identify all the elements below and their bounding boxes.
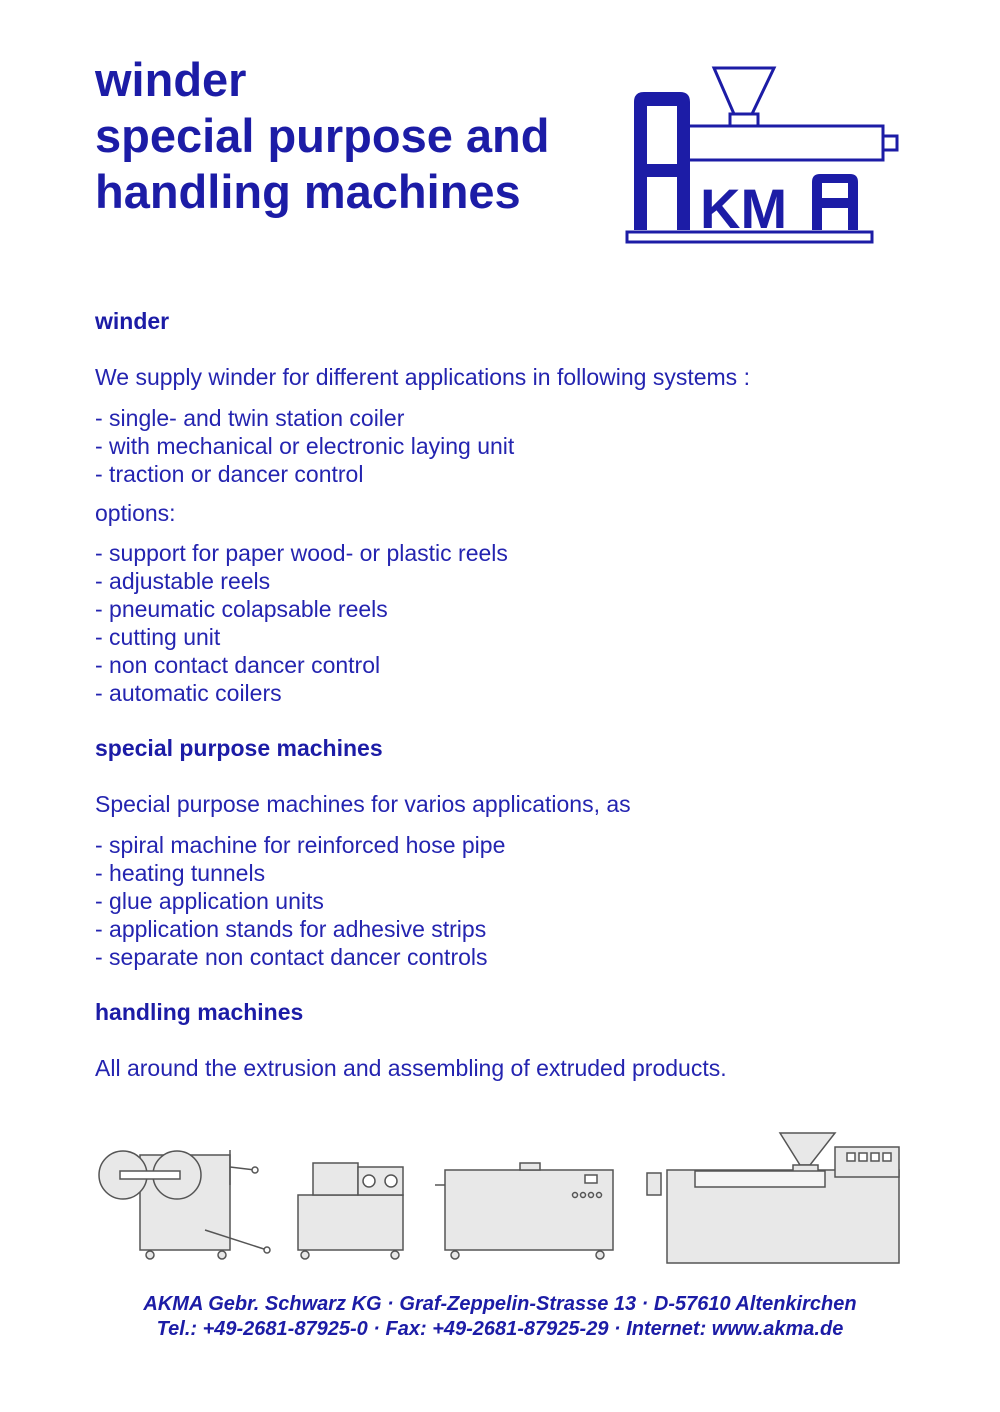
list-item: - cutting unit [95, 624, 221, 650]
handling-heading: handling machines [95, 999, 304, 1025]
logo-text-km: KM [700, 177, 788, 240]
list-item: - support for paper wood- or plastic reels [95, 540, 508, 566]
footer-contact [0, 1292, 1000, 1342]
list-item: - glue application units [95, 888, 324, 914]
akma-logo [622, 62, 902, 248]
list-item: - adjustable reels [95, 568, 271, 594]
list-item: - single- and twin station coiler [95, 405, 405, 431]
haul-off-machine-drawing [435, 1163, 613, 1259]
list-item: - pneumatic colapsable reels [95, 596, 388, 622]
title-line-3: handling machines [95, 165, 521, 218]
cutter-machine-drawing [298, 1163, 403, 1259]
handling-text: All around the extrusion and assembling of extruded products. [95, 1055, 727, 1081]
logo-hopper-neck [730, 114, 758, 126]
special-items-list [95, 831, 505, 971]
logo-letter-a-shape [634, 92, 690, 230]
list-item: - non contact dancer control [95, 652, 381, 678]
list-item: - separate non contact dancer controls [95, 944, 488, 970]
list-item: - heating tunnels [95, 860, 266, 886]
list-item: - automatic coilers [95, 680, 282, 706]
logo-barrel-shape [687, 126, 883, 160]
winder-heading: winder [95, 308, 170, 334]
winder-intro: We supply winder for different applications in following systems : [95, 364, 750, 390]
footer-phone: Tel.: +49-2681-87925-0 · Fax: +49-2681-87925-29 · Internet: www.akma.de [156, 1318, 844, 1340]
special-intro: Special purpose machines for varios applications, as [95, 791, 631, 817]
logo-letter-a2-shape [812, 174, 858, 230]
winder-systems-list [95, 404, 514, 488]
list-item: - with mechanical or electronic laying unit [95, 433, 515, 459]
extruder-machine-drawing [647, 1133, 899, 1263]
options-label: options: [95, 500, 176, 526]
title-line-2: special purpose and [95, 109, 550, 162]
list-item: - application stands for adhesive strips [95, 916, 487, 942]
winder-options-list [95, 539, 508, 707]
special-heading: special purpose machines [95, 735, 383, 761]
list-item: - traction or dancer control [95, 461, 364, 487]
logo-hopper-shape [714, 68, 774, 114]
list-item: - spiral machine for reinforced hose pipe [95, 832, 506, 858]
winder-machine-drawing [99, 1150, 270, 1259]
footer-address: AKMA Gebr. Schwarz KG · Graf-Zeppelin-Strasse 13 · D-57610 Altenkirchen [143, 1293, 857, 1315]
title-line-1: winder [95, 53, 247, 106]
logo-nozzle-shape [883, 136, 897, 150]
machines-illustration [95, 1125, 905, 1270]
page-title [95, 52, 615, 220]
